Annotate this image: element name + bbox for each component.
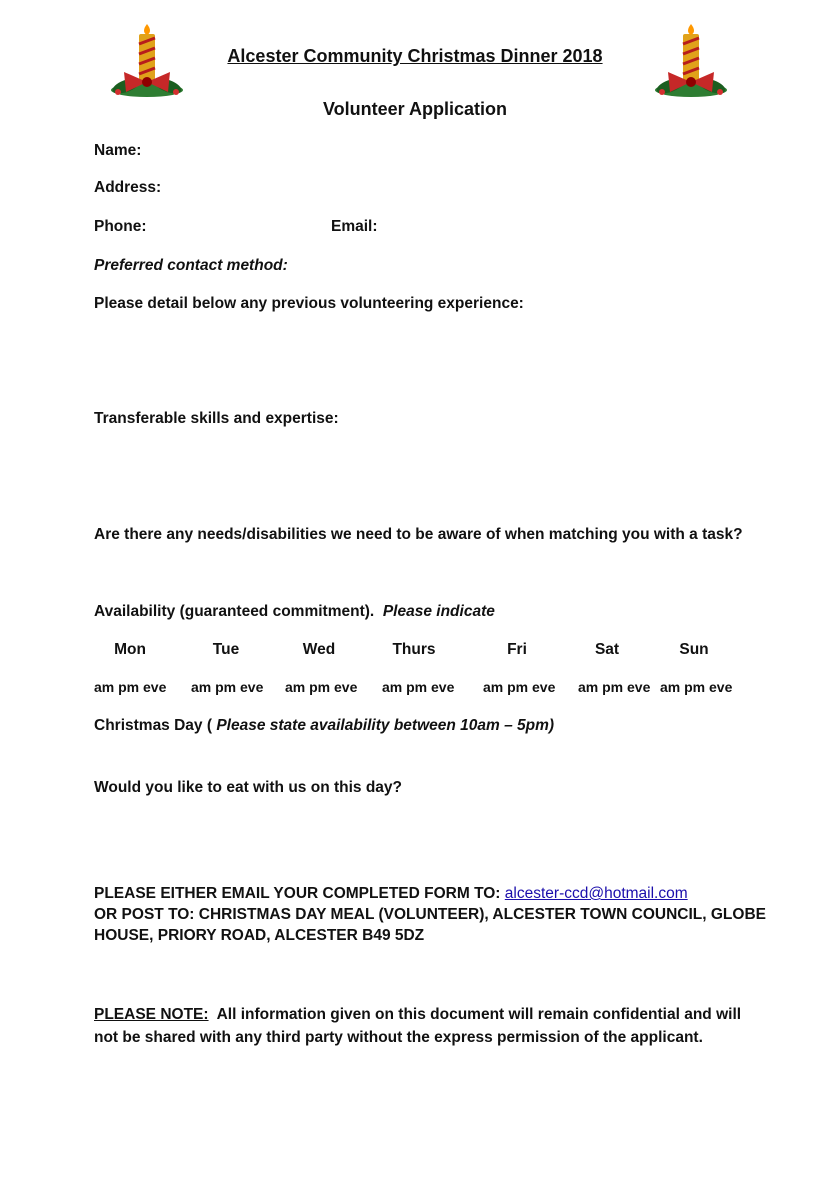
day-wed: Wed: [302, 641, 336, 658]
note-line-1: [94, 1005, 741, 1025]
document-subtitle: Volunteer Application: [322, 99, 507, 119]
christmas-day-label: [94, 716, 554, 736]
skills-label: Transferable skills and expertise:: [94, 410, 339, 427]
day-mon: Mon: [114, 641, 146, 658]
slots-mon: am pm eve: [94, 679, 167, 695]
name-label: Name:: [94, 142, 142, 159]
christmas-day-hint: Please state availability between 10am – 5pm): [216, 717, 555, 734]
submission-email-link[interactable]: alcester-ccd@hotmail.com: [504, 885, 688, 902]
email-submission-line: [94, 884, 688, 904]
slots-thurs: am pm eve: [382, 679, 455, 695]
phone-label: Phone:: [94, 218, 147, 235]
post-line-1: OR POST TO: CHRISTMAS DAY MEAL (VOLUNTEER), ALCESTER TOWN COUNCIL, GLOBE: [94, 906, 766, 923]
note-label: PLEASE NOTE:: [94, 1006, 209, 1023]
day-sat: Sat: [594, 641, 620, 658]
email-submission-prefix: PLEASE EITHER EMAIL YOUR COMPLETED FORM TO:: [94, 885, 501, 902]
note-text-1: All information given on this document will remain confidential and will: [216, 1006, 742, 1023]
eat-question: Would you like to eat with us on this day?: [94, 779, 403, 796]
slots-fri: am pm eve: [483, 679, 556, 695]
day-sun: Sun: [679, 641, 709, 658]
slots-wed: am pm eve: [285, 679, 358, 695]
address-label: Address:: [94, 179, 162, 196]
availability-heading: [94, 602, 495, 622]
needs-label: Are there any needs/disabilities we need to be aware of when matching you with a task?: [94, 526, 743, 543]
email-label: Email:: [331, 218, 378, 235]
availability-label: Availability (guaranteed commitment).: [94, 603, 375, 620]
preferred-contact-label: Preferred contact method:: [94, 257, 288, 274]
slots-sun: am pm eve: [660, 679, 733, 695]
availability-hint: Please indicate: [382, 603, 495, 620]
day-tue: Tue: [212, 641, 240, 658]
experience-label: Please detail below any previous volunteering experience:: [94, 295, 524, 312]
slots-sat: am pm eve: [578, 679, 651, 695]
day-thurs: Thurs: [392, 641, 436, 658]
slots-tue: am pm eve: [191, 679, 264, 695]
day-fri: Fri: [507, 641, 527, 658]
note-line-2: not be shared with any third party without the express permission of the applicant.: [94, 1029, 703, 1046]
post-line-2: HOUSE, PRIORY ROAD, ALCESTER B49 5DZ: [94, 927, 425, 944]
document-title: Alcester Community Christmas Dinner 2018: [227, 46, 603, 66]
christmas-day-prefix: Christmas Day (: [94, 717, 213, 734]
